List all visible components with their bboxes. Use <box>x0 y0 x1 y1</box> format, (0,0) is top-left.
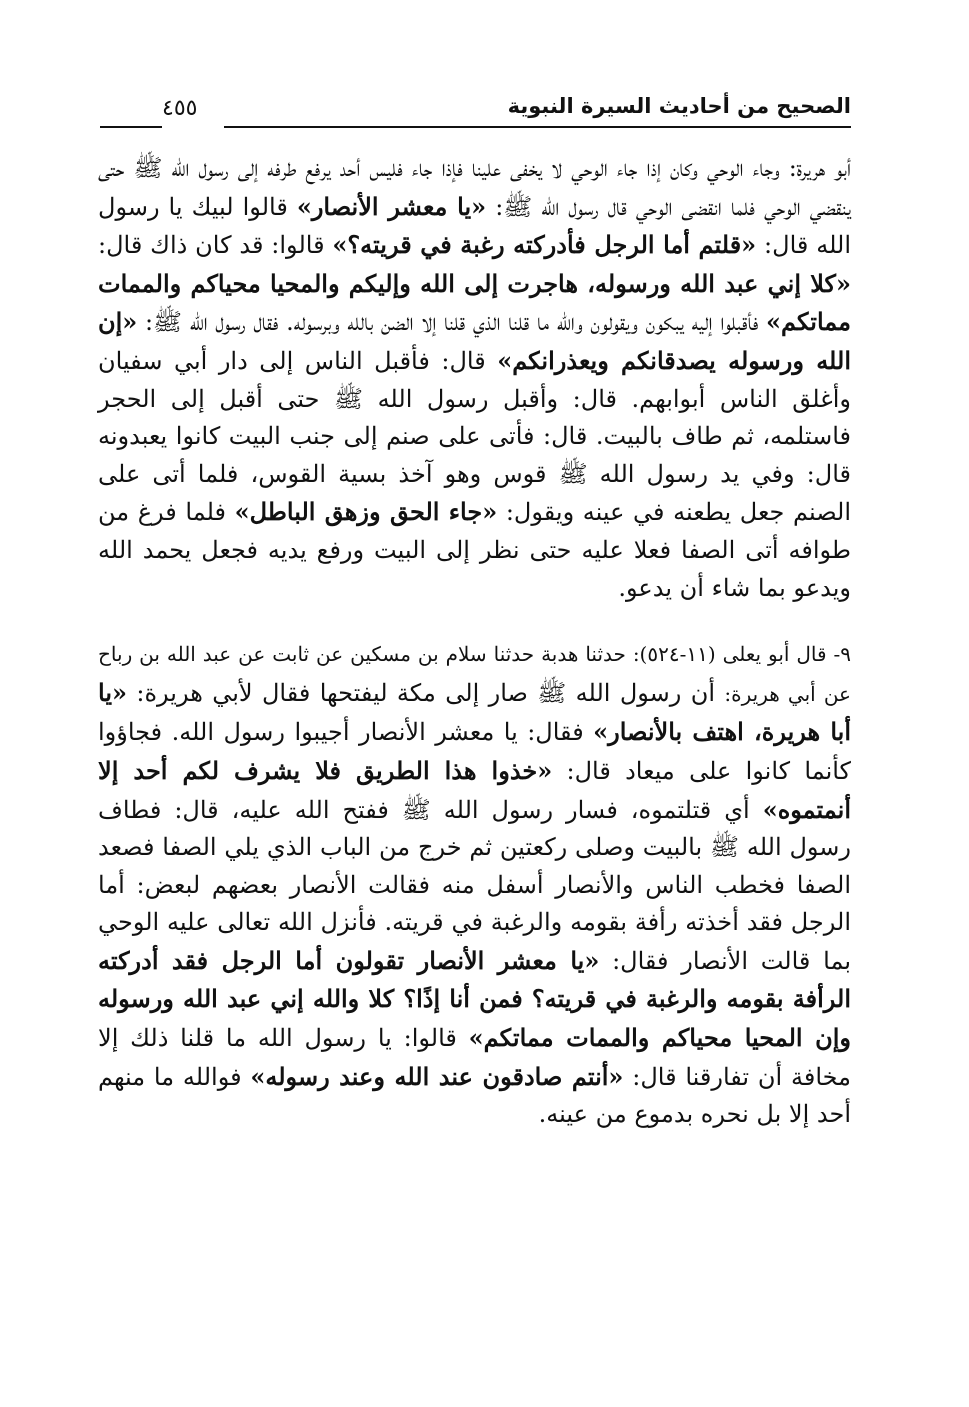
hadith-quote: «جاء الحق وزهق الباطل» <box>234 497 498 527</box>
narration-text: قالوا: قد كان ذاك قال: <box>98 231 333 260</box>
narration-text: أبو هريرة: وجاء الوحي وكان إذا جاء الوحي لا يخفى علينا فإذا جاء فليس أحد يرفع طرفه إلى رسول الله ﷺ حتى ينقضي الوحي فلما انقضى الوحي قال رسول الله ﷺ: <box>98 154 852 221</box>
hadith-quote: «أنتم صادقون عند الله وعند رسوله» <box>250 1061 624 1091</box>
narration-text: فأقبلوا إليه يبكون ويقولون والله ما قلنا الذي قلنا إلا الضن بالله وبرسوله. فقال رسول الله ﷺ: <box>137 308 767 337</box>
page-body <box>98 150 851 1134</box>
book-title: الصحيح من أحاديث السيرة النبوية <box>507 94 851 118</box>
paragraph <box>98 635 851 1134</box>
narration-text: قالوا لبيك يا رسول الله قال: <box>98 192 852 260</box>
narration-text: فقال: يا معشر الأنصار أجيبوا رسول الله. فجاؤوا كأنما كانوا على ميعاد قال: <box>98 718 851 785</box>
paragraph <box>98 150 851 607</box>
running-header <box>100 94 851 130</box>
narration-text: قالوا: يا رسول الله ما قلنا ذلك إلا مخافة أن تفارقنا قال: <box>98 1024 851 1091</box>
hadith-quote: «كلا إني عبد الله ورسوله، هاجرت إلى الله وإليكم والمحيا محياكم والممات مماتكم» <box>98 268 851 337</box>
narration-text: أي قتلتموه، فسار رسول الله ﷺ ففتح الله عليه، قال: فطاف رسول الله ﷺ بالبيت وصلى ركعتين ثم خرج من الباب الذي يلي الصفا فصعد الصفا فخطب الناس والأنصار أسفل منه فقالت الأنصار بعضهم لبعض: أما الرجل فقد أخذته رأفة بقومه والرغبة في قريته. فأنزل الله تعالى عليه الوحي بما قالت الأنصار فقال: <box>98 795 851 975</box>
hadith-quote: «إن الله ورسوله يصدقانكم ويعذرانكم» <box>98 307 851 375</box>
narration-text: فلما فرغ من طوافه أتى الصفا فعلا عليه حتى نظر إلى البيت ورفع يديه فجعل يحمد الله ويدعو بما شاء أن يدعو. <box>98 498 851 602</box>
isnad-text: ٩- قال أبو يعلى (١١-٥٢٤): حدثنا هدبة حدثنا سلام بن مسكين عن ثابت عن عبد الله بن رباح عن أبي هريرة: <box>98 642 851 706</box>
hadith-quote: «يا أبا هريرة، اهتف بالأنصار» <box>98 677 851 747</box>
hadith-quote: «خذوا هذا الطريق فلا يشرف لكم أحد إلا أنمتموه» <box>98 755 851 824</box>
narration-text: أن رسول الله ﷺ صار إلى مكة ليفتحها فقال لأبي هريرة: <box>127 678 725 707</box>
hadith-quote: «يا معشر الأنصار تقولون أما الرجل فقد أدركته الرأفة بقومه والرغبة في قريته؟ فمن أنا إذًا؟ كلا والله إني عبد الله ورسوله وإن المحيا محياكم والممات مماتكم» <box>98 945 852 1053</box>
narration-text: قال: فأقبل الناس إلى دار أبي سفيان وأغلق الناس أبوابهم. قال: وأقبل رسول الله ﷺ حتى أقبل إلى الحجر فاستلمه، ثم طاف بالبيت. قال: فأتى على صنم إلى جنب البيت كانوا يعبدونه قال: وفي يد رسول الله ﷺ قوس وهو آخذ بسية القوس، فلما أتى على الصنم جعل يطعنه في عينه ويقول: <box>98 346 852 527</box>
hadith-quote: «يا معشر الأنصار» <box>296 191 487 221</box>
narration-text: فوالله ما منهم أحد إلا بل نحره بدموع من عينه. <box>98 1062 851 1129</box>
page-number: ٤٥٥ <box>162 96 198 121</box>
hadith-quote: «قلتم أما الرجل فأدركته رغبة في قريته؟» <box>332 230 757 260</box>
